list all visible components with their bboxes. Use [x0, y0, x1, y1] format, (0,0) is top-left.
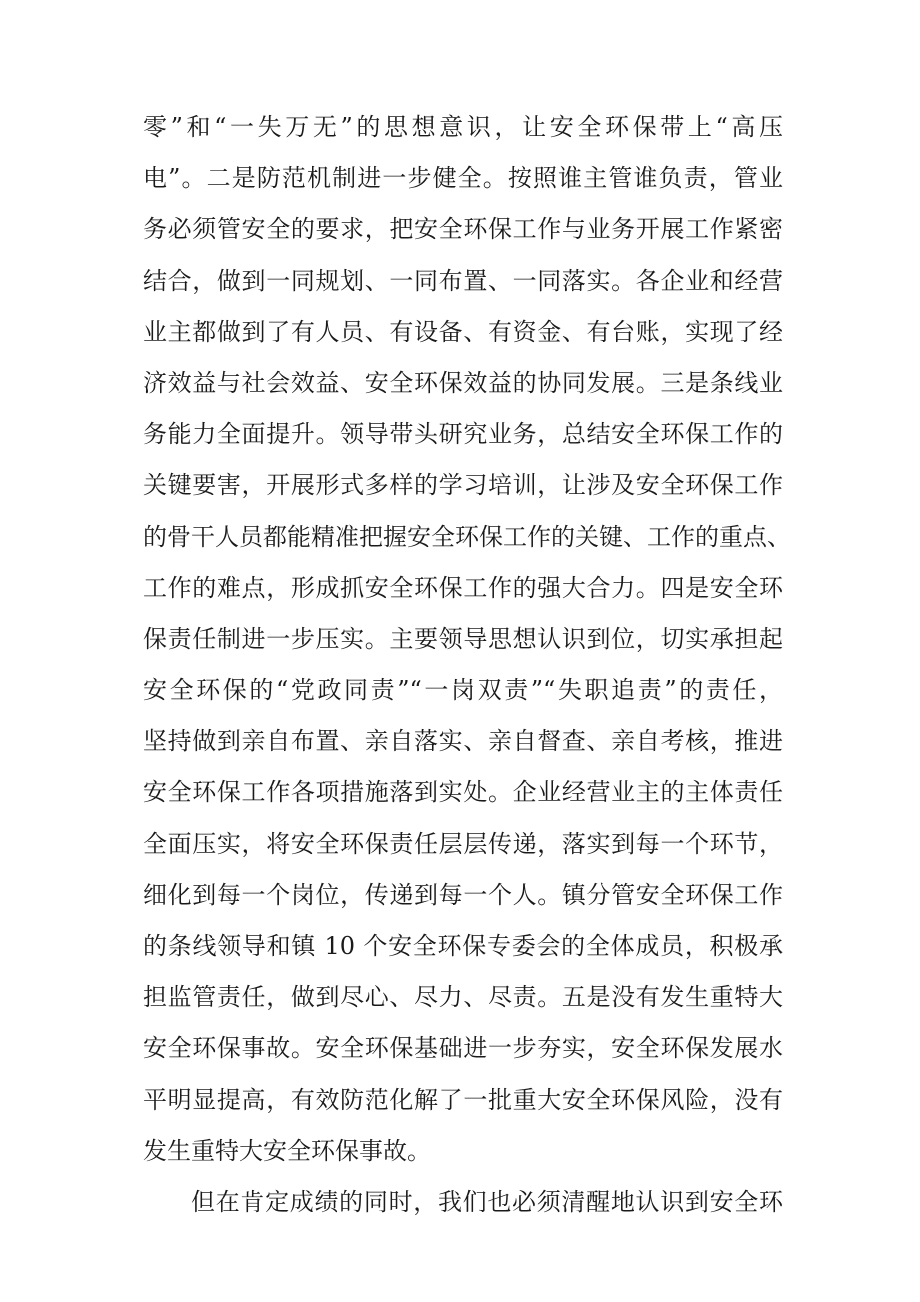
text-line: 安全环保工作各项措施落到实处。企业经营业主的主体责任: [143, 778, 783, 807]
text-line: 担监管责任，做到尽心、尽力、尽责。五是没有发生重特大: [143, 983, 783, 1012]
text-line: 坚持做到亲自布置、亲自落实、亲自督查、亲自考核，推进: [143, 727, 783, 756]
text-line: 平明显提高，有效防范化解了一批重大安全环保风险，没有: [143, 1085, 783, 1114]
text-line: 发生重特大安全环保事故。: [143, 1136, 431, 1165]
text-line: 的骨干人员都能精准把握安全环保工作的关键、工作的重点、: [143, 522, 791, 551]
text-line: 务必须管安全的要求，把安全环保工作与业务开展工作紧密: [143, 215, 783, 244]
text-line: 济效益与社会效益、安全环保效益的协同发展。三是条线业: [143, 368, 783, 397]
text-line: 细化到每一个岗位，传递到每一个人。镇分管安全环保工作: [143, 880, 783, 909]
text-line: 结合，做到一同规划、一同布置、一同落实。各企业和经营: [143, 266, 783, 295]
text-line: 关键要害，开展形式多样的学习培训，让涉及安全环保工作: [143, 471, 783, 500]
text-line: 零”和“一失万无”的思想意识，让安全环保带上“高压: [143, 113, 783, 141]
text-line: 全面压实，将安全环保责任层层传递，落实到每一个环节，: [143, 829, 783, 858]
text-line: 工作的难点，形成抓安全环保工作的强大合力。四是安全环: [143, 573, 783, 602]
text-line: 安全环保的“党政同责”“一岗双责”“失职追责”的责任，: [143, 676, 783, 705]
text-line: 的条线领导和镇 10 个安全环保专委会的全体成员，积极承: [143, 932, 783, 960]
text-line: 电”。二是防范机制进一步健全。按照谁主管谁负责，管业: [143, 164, 783, 193]
text-line: 业主都做到了有人员、有设备、有资金、有台账，实现了经: [143, 317, 783, 346]
body-text: [143, 102, 791, 1228]
paragraph-first-line: 但在肯定成绩的同时，我们也必须清醒地认识到安全环: [191, 1187, 783, 1216]
text-line: 务能力全面提升。领导带头研究业务，总结安全环保工作的: [143, 420, 783, 449]
text-line: 保责任制进一步压实。主要领导思想认识到位，切实承担起: [143, 624, 783, 653]
text-line: 安全环保事故。安全环保基础进一步夯实，安全环保发展水: [143, 1034, 783, 1063]
